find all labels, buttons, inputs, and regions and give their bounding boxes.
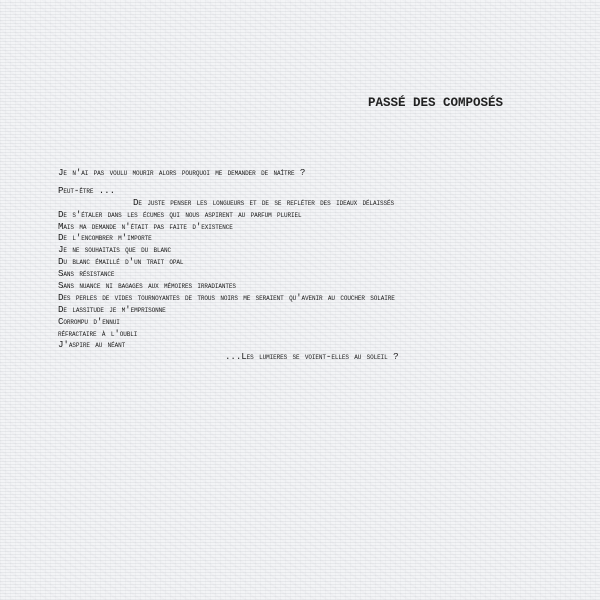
poem-line: Des perles de vides tournoyantes de trous noirs me seraient qu'avenir au coucher solaire (58, 291, 395, 303)
poem-title: PASSÉ DES COMPOSÉS (368, 96, 504, 110)
poem-line: Je n'ai pas voulu mourir alors pourquoi me demander de naître ? (58, 167, 306, 178)
poem-line: De lassitude je m'emprisonne (58, 303, 166, 315)
poem-line: réfractaire à l'oubli (58, 327, 138, 339)
poem-line: Je ne souhaitais que du blanc (58, 244, 171, 256)
poem-line: Peut-être ... (58, 184, 115, 196)
poem-line: Mais ma demande n'était pas faite d'existence (58, 220, 233, 232)
poem-line: Sans résistance (58, 268, 115, 280)
poem-line: De l'encombrer m'importe (58, 232, 152, 244)
poem-line: J'aspire au néant (58, 339, 126, 351)
poem-line: Du blanc émaillé d'un trait opal (58, 256, 184, 268)
poem-line: Corrompu d'ennui (58, 315, 120, 327)
poem-line: Sans nuance ni bagages aux mémoires irradiantes (58, 280, 236, 292)
poem-body (58, 167, 588, 363)
poem-line: ...Les lumieres se voient-elles au soleil ? (225, 351, 399, 363)
poem-line: De juste penser les longueurs et de se refléter des ideaux délaissés (133, 196, 394, 208)
poem-line: De s'étaler dans les écumes qui nous aspirent au parfum pluriel (58, 208, 302, 220)
